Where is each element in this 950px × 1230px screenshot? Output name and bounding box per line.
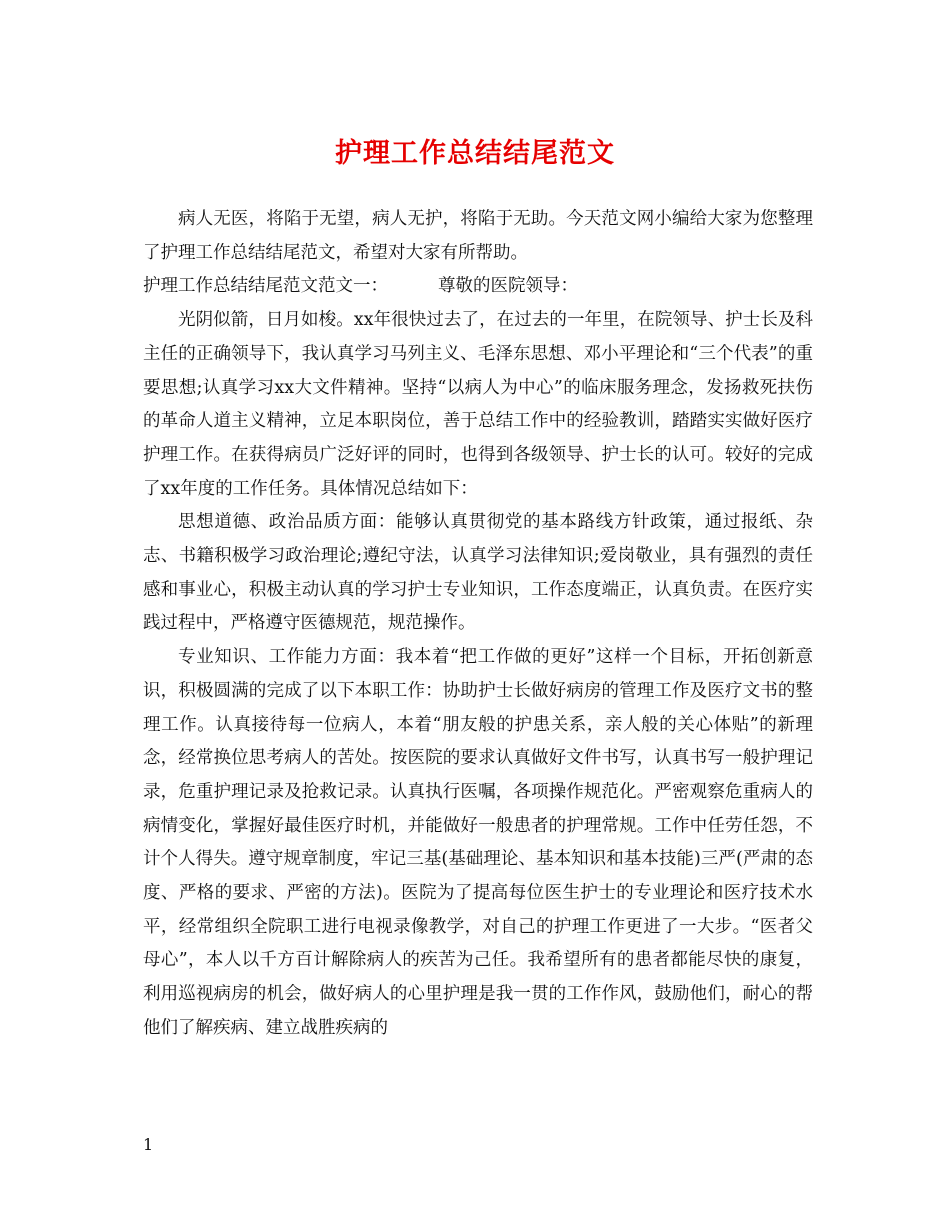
page-title: 护理工作总结结尾范文 xyxy=(335,138,615,169)
body-paragraph: 思想道德、政治品质方面：能够认真贯彻党的基本路线方针政策，通过报纸、杂志、书籍积极学习政治理论;遵纪守法，认真学习法律知识;爱岗敬业，具有强烈的责任感和事业心，积极主动认真的学习护士专业知识，工作态度端正，认真负责。在医疗实践过程中，严格遵守医德规范，规范操作。 xyxy=(143,512,813,634)
body-paragraph: 光阴似箭，日月如梭。xx年很快过去了，在过去的一年里，在院领导、护士长及科主任的正确领导下，我认真学习马列主义、毛泽东思想、邓小平理论和“三个代表”的重要思想;认真学习xx大文件精神。坚持“以病人为中心”的临床服务理念，发扬救死扶伤的革命人道主义精神，立足本职岗位，善于总结工作中的经验教训，踏踏实实做好医疗护理工作。在获得病员广泛好评的同时，也得到各级领导、护士长的认可。较好的完成了xx年度的工作任务。具体情况总结如下： xyxy=(143,310,813,499)
page-number: 1 xyxy=(143,1135,154,1154)
salutation: 尊敬的医院领导： xyxy=(438,276,578,297)
section-subtitle: 护理工作总结结尾范文范文一： xyxy=(143,276,388,297)
subtitle-row xyxy=(143,270,813,304)
intro-paragraph: 病人无医，将陷于无望，病人无护，将陷于无助。今天范文网小编给大家为您整理了护理工作总结结尾范文，希望对大家有所帮助。 xyxy=(143,209,813,263)
body-paragraph: 专业知识、工作能力方面：我本着“把工作做的更好”这样一个目标，开拓创新意识，积极圆满的完成了以下本职工作：协助护士长做好病房的管理工作及医疗文书的整理工作。认真接待每一位病人，本着“朋友般的护患关系，亲人般的关心体贴”的新理念，经常换位思考病人的苦处。按医院的要求认真做好文件书写，认真书写一般护理记录，危重护理记录及抢救记录。认真执行医嘱，各项操作规范化。严密观察危重病人的病情变化，掌握好最佳医疗时机，并能做好一般患者的护理常规。工作中任劳任怨，不计个人得失。遵守规章制度，牢记三基(基础理论、基本知识和基本技能)三严(严肃的态度、严格的要求、严密的方法)。医院为了提高每位医生护士的专业理论和医疗技术水平，经常组织全院职工进行电视录像教学，对自己的护理工作更进了一大步。“医者父母心”，本人以千方百计解除病人的疾苦为己任。我希望所有的患者都能尽快的康复，利用巡视病房的机会，做好病人的心里护理是我一贯的工作作风，鼓励他们，耐心的帮他们了解疾病、建立战胜疾病的 xyxy=(143,647,813,1038)
document-body xyxy=(143,203,813,1046)
